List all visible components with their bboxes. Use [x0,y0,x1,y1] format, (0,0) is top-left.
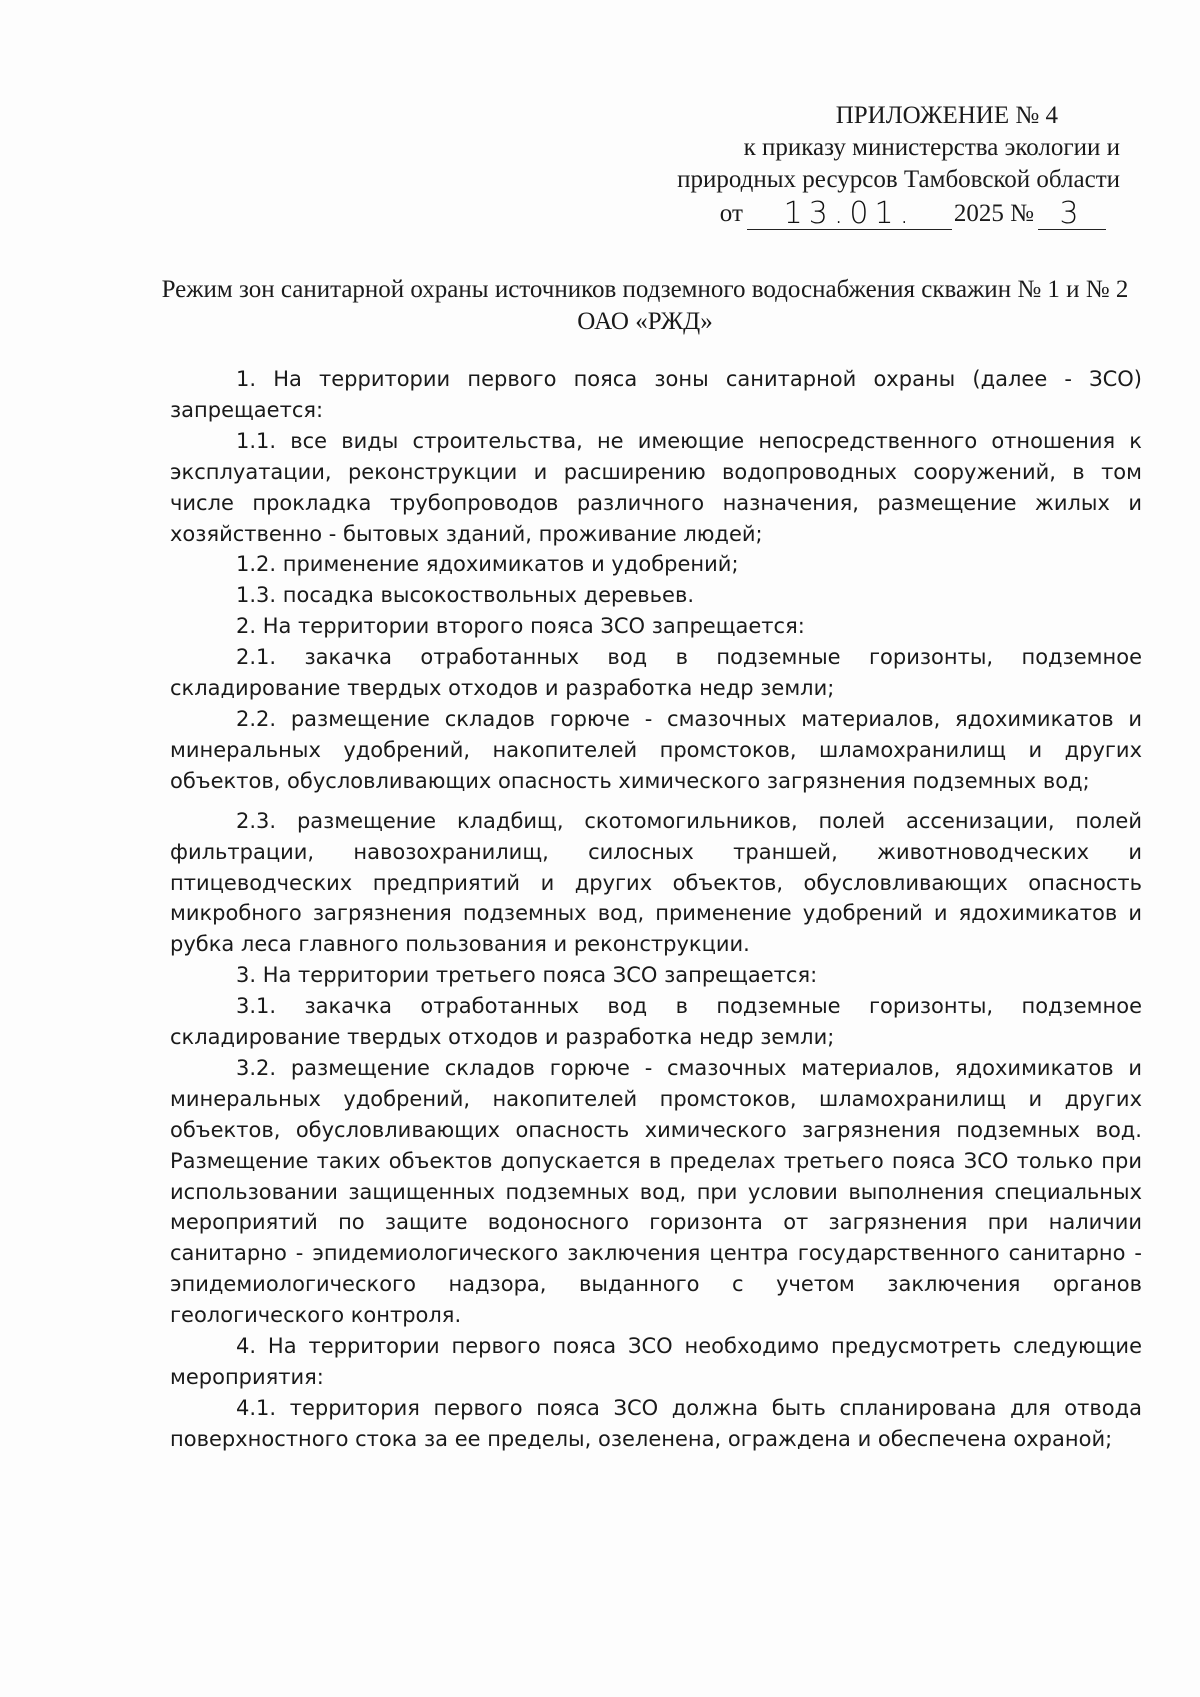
paragraph-4-1: 4.1. территория первого пояса ЗСО должна быть спланирована для отвода поверхностного стока за ее пределы, озеленена, ограждена и обеспечена охраной; [170,1395,1142,1451]
paragraph-3-1: 3.1. закачка отработанных вод в подземные горизонты, подземное складирование твердых отходов и разработка недр земли; [170,994,1142,1050]
paragraph-1-1: 1.1. все виды строительства, не имеющие непосредственного отношения к эксплуатации, реконструкции и расширению водопроводных сооружений, в том числе прокладка трубопроводов различного назначения, размещение жилых и хозяйственно - бытовых зданий, проживание людей; [170,428,1142,546]
paragraph-2-3: 2.3. размещение кладбищ, скотомогильников, полей ассенизации, полей фильтрации, навозохранилищ, силосных траншей, животноводческих и птицеводческих предприятий и других объектов, обусловливающих опасность микробного загрязнения подземных вод, применение удобрений и ядохимикатов и рубка леса главного пользования и реконструкции. [170,808,1142,957]
year-number-label: 2025 № [953,200,1034,227]
document-title: Режим зон санитарной охраны источников подземного водоснабжения скважин № 1 и № 2 ОАО «РЖД» [161,276,1129,335]
appendix-ministry-line: природных ресурсов Тамбовской области [677,166,1120,193]
paragraph-3: 3. На территории третьего пояса ЗСО запрещается: [236,963,818,988]
paragraph-1-2: 1.2. применение ядохимикатов и удобрений; [236,552,739,577]
handwritten-order-number: 3 [1038,199,1106,230]
appendix-date-line [600,198,1120,230]
paragraph-3-2: 3.2. размещение складов горюче - смазочных материалов, ядохимикатов и минеральных удобрений, накопителей промстоков, шламохранилищ и других объектов, обусловливающих опасность химического загрязнения подземных вод. Размещение таких объектов допускается в пределах третьего пояса ЗСО только при использовании защищенных подземных вод, при условии выполнения специальных мероприятий по защите водоносного горизонта от загрязнения при наличии санитарно - эпидемиологического заключения центра государственного санитарно - эпидемиологического надзора, выданного с учетом заключения органов геологического контроля. [170,1055,1142,1328]
appendix-title: ПРИЛОЖЕНИЕ № 4 [835,102,1058,129]
appendix-header [600,100,1120,230]
paragraph-1: 1. На территории первого пояса зоны санитарной охраны (далее - ЗСО) запрещается: [170,367,1142,422]
paragraph-4: 4. На территории первого пояса ЗСО необходимо предусмотреть следующие мероприятия: [170,1334,1142,1389]
paragraph-1-3: 1.3. посадка высокоствольных деревьев. [236,583,695,608]
paragraph-2-2: 2.2. размещение складов горюче - смазочных материалов, ядохимикатов и минеральных удобрений, накопителей промстоков, шламохранилищ и других объектов, обусловливающих опасность химического загрязнения подземных вод; [170,706,1142,793]
document-body [170,364,1142,1455]
paragraph-2-1: 2.1. закачка отработанных вод в подземные горизонты, подземное складирование твердых отходов и разработка недр земли; [170,645,1142,701]
date-prefix: от [719,200,743,227]
handwritten-date: 13.01. [747,199,952,230]
paragraph-2: 2. На территории второго пояса ЗСО запрещается: [236,614,805,639]
appendix-order-line: к приказу министерства экологии и [743,134,1120,161]
